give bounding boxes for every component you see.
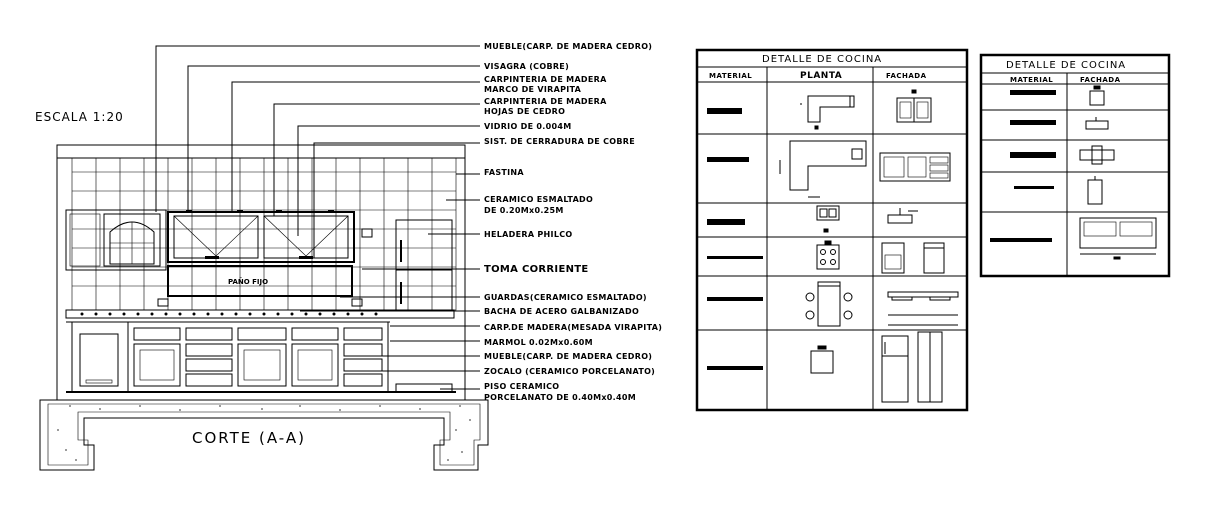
lower-cabinets [72,322,388,392]
table-1-title: DETALLE DE COCINA [762,54,883,65]
section-elevation [35,42,662,470]
annotation-label: CARP.DE MADERA(MESADA VIRAPITA) [484,323,663,332]
table-2-title: DETALLE DE COCINA [1006,60,1127,71]
section-title: CORTE (A-A) [192,429,306,447]
annotation-label: BACHA DE ACERO GALBANIZADO [484,307,640,316]
annotation-label: VISAGRA (COBRE) [484,62,570,71]
detail-table-2 [981,55,1169,276]
detail-table-1 [697,50,967,410]
annotation-label: MUEBLE(CARP. DE MADERA CEDRO) [484,352,653,361]
leader-lines [156,46,480,389]
upper-glass-cabinets [168,210,354,262]
annotation-label: VIDRIO DE 0.004M [484,122,572,131]
countertop [66,310,454,322]
fixed-panel [168,266,352,296]
left-wall-cabinet [66,210,166,270]
annotation-label: PISO CERAMICO [484,382,560,391]
table-2-header-fachada: FACHADA [1080,76,1121,84]
table-1-header-fachada: FACHADA [886,72,927,80]
annotation-label: DE 0.20Mx0.25M [484,206,564,215]
fixed-panel-label: PAÑO FIJO [228,278,269,286]
scale-label: ESCALA 1:20 [35,110,124,124]
annotation-label: MARMOL 0.02Mx0.60M [484,338,593,347]
table-1-header-material: MATERIAL [709,72,753,80]
annotation-label: SIST. DE CERRADURA DE COBRE [484,137,635,146]
annotation-label: CERAMICO ESMALTADO [484,195,594,204]
annotation-label: HOJAS DE CEDRO [484,107,566,116]
annotation-label: TOMA CORRIENTE [484,264,589,275]
annotation-label: FASTINA [484,168,524,177]
table-1-header-planta: PLANTA [800,71,843,81]
annotation-label: CARPINTERIA DE MADERA [484,97,607,106]
annotation-label: CARPINTERIA DE MADERA [484,75,607,84]
outlet-right [352,299,362,306]
annotation-label: HELADERA PHILCO [484,230,573,239]
table-2-header-material: MATERIAL [1010,76,1054,84]
annotation-label: ZOCALO (CERAMICO PORCELANATO) [484,367,656,376]
annotation-label: PORCELANATO DE 0.40Mx0.40M [484,393,637,402]
annotation-label: GUARDAS(CERAMICO ESMALTADO) [484,293,647,302]
fridge-base [396,384,452,392]
annotation-labels [484,42,662,402]
annotation-label: MUEBLE(CARP. DE MADERA CEDRO) [484,42,653,51]
annotation-label: MARCO DE VIRAPITA [484,85,582,94]
outlet-left [158,299,168,306]
